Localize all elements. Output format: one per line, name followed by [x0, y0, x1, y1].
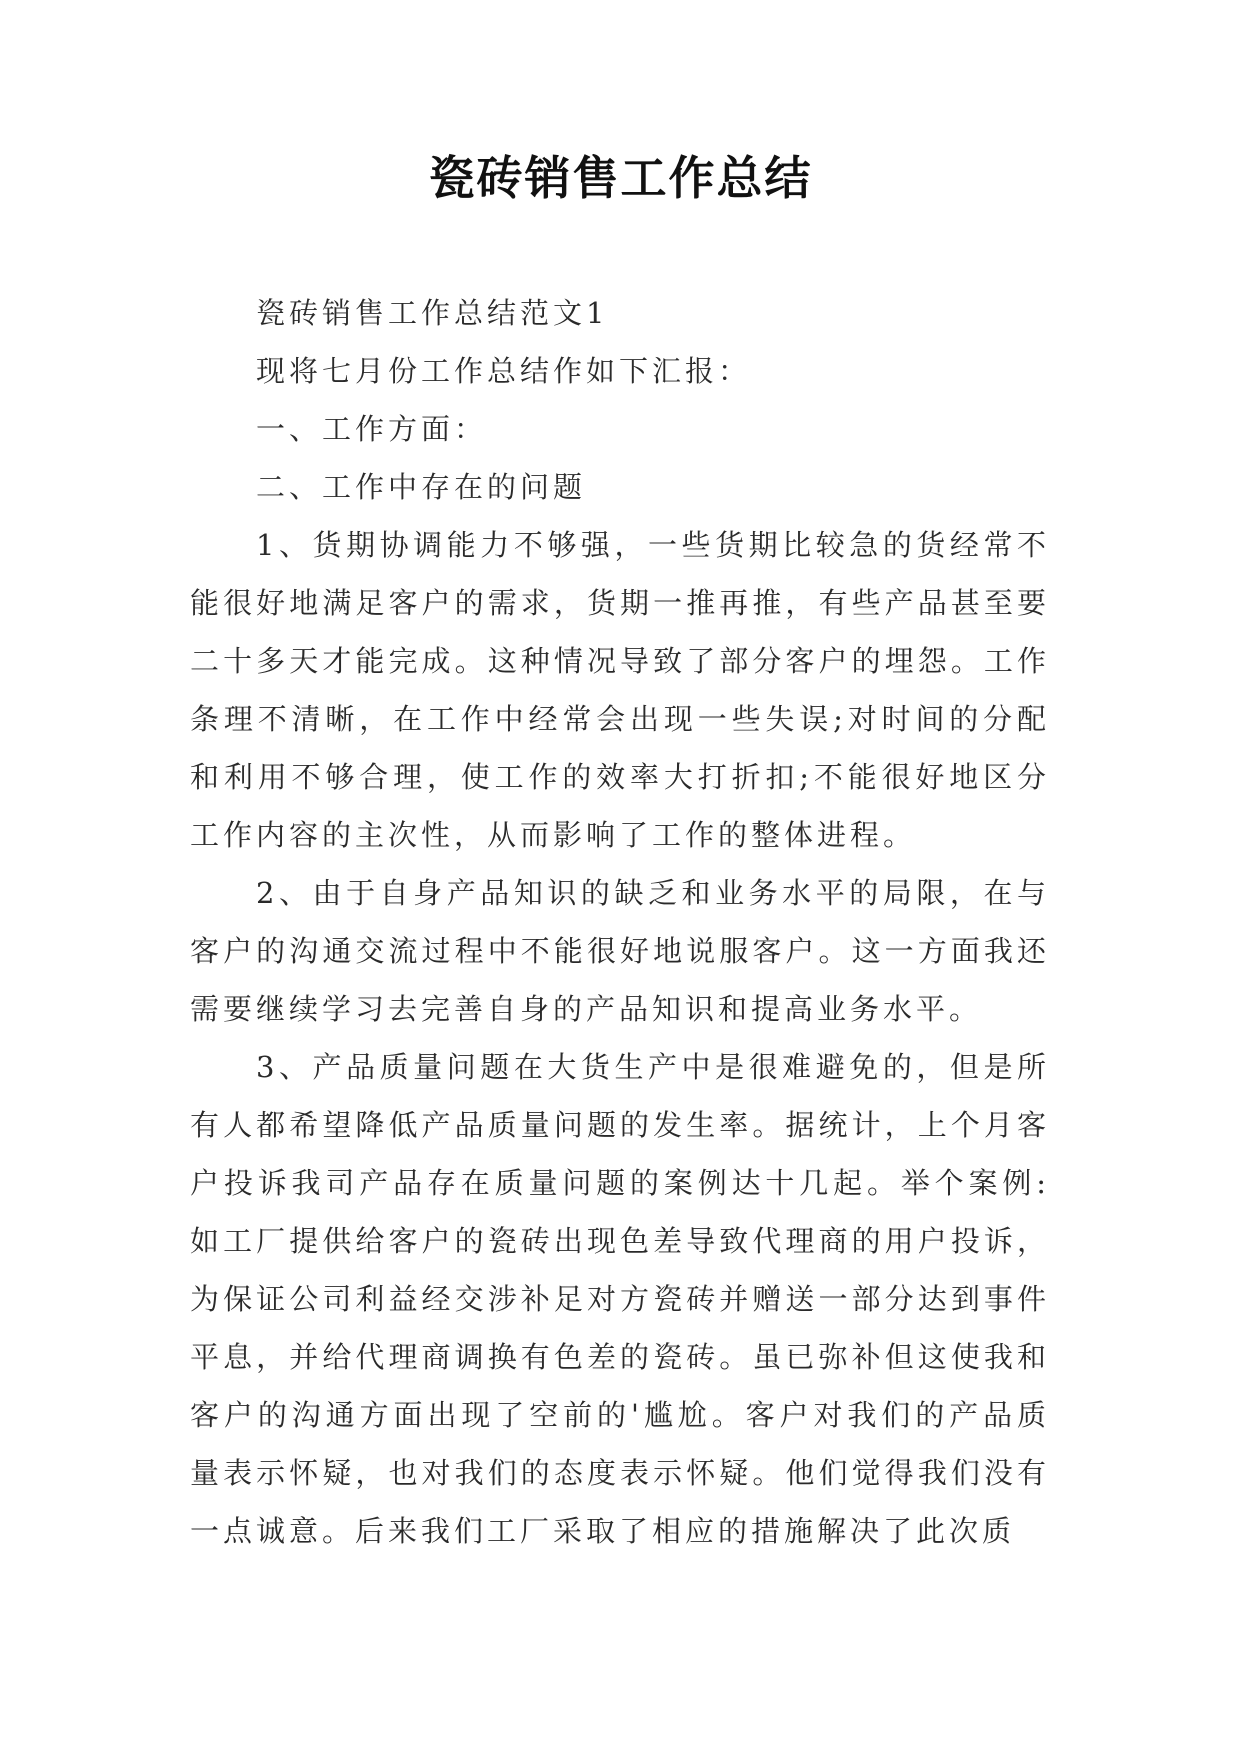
paragraph-item-1: 1、货期协调能力不够强，一些货期比较急的货经常不能很好地满足客户的需求，货期一推再推，有些产品甚至要二十多天才能完成。这种情况导致了部分客户的埋怨。工作条理不清晰，在工作中经常会出现一些失误;对时间的分配和利用不够合理，使工作的效率大打折扣;不能很好地区分工作内容的主次性，从而影响了工作的整体进程。	[190, 528, 1050, 852]
section-heading-sample-1: 瓷砖销售工作总结范文1	[256, 296, 609, 330]
paragraph-item-3: 3、产品质量问题在大货生产中是很难避免的，但是所有人都希望降低产品质量问题的发生率。据统计，上个月客户投诉我司产品存在质量问题的案例达十几起。举个案例:如工厂提供给客户的瓷砖出现色差导致代理商的用户投诉，为保证公司利益经交涉补足对方瓷砖并赠送一部分达到事件平息，并给代理商调换有色差的瓷砖。虽已弥补但这使我和客户的沟通方面出现了空前的'尴尬。客户对我们的产品质量表示怀疑，也对我们的态度表示怀疑。他们觉得我们没有一点诚意。后来我们工厂采取了相应的措施解决了此次质	[190, 1050, 1050, 1548]
section-heading-work: 一、工作方面：	[256, 412, 488, 446]
section-heading-problems: 二、工作中存在的问题	[256, 470, 587, 504]
document-title: 瓷砖销售工作总结	[428, 151, 813, 205]
intro-paragraph: 现将七月份工作总结作如下汇报：	[256, 354, 752, 388]
document-body	[190, 284, 1050, 1560]
paragraph-item-2: 2、由于自身产品知识的缺乏和业务水平的局限，在与客户的沟通交流过程中不能很好地说服客户。这一方面我还需要继续学习去完善自身的产品知识和提高业务水平。	[190, 876, 1050, 1026]
